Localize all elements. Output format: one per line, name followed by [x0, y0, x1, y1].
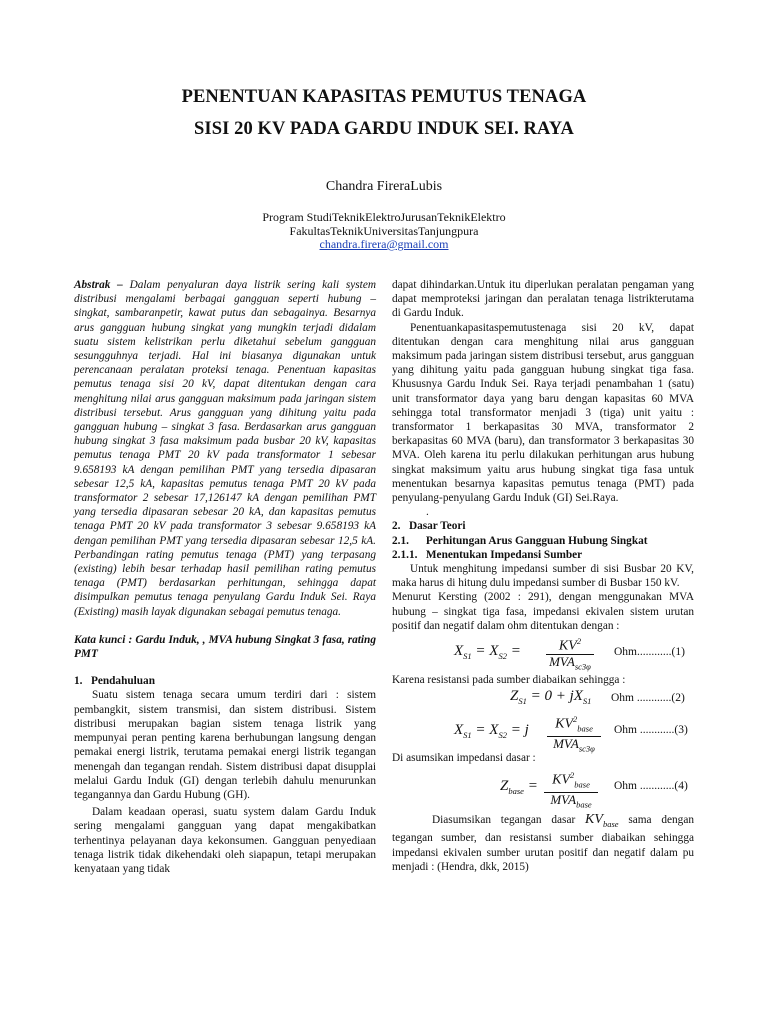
section-2-heading: 2. Dasar Teori: [392, 520, 466, 533]
equation-1-ref: Ohm............(1): [614, 646, 685, 659]
author-name: Chandra FireraLubis: [325, 179, 443, 194]
equation-3-ref: Ohm ............(3): [614, 724, 688, 737]
section-1-paragraph-2: Dalam keadaan operasi, suatu system dalam Gardu Induk sering mengalami gangguan yang dapat mengakibatkan terhentinya pelayanan daya kekonsumen. Gangguan penyediaan tenaga listrik tidak dikehendaki oleh siapapun, tetapi merupakan kenyataan yang tidak: [74, 806, 376, 875]
author-email-link[interactable]: chandra.firera@gmail.com: [319, 237, 449, 251]
section-1-paragraph-1: Suatu sistem tenaga secara umum terdiri dari : sistem pembangkit, sistem transmisi, dan sistem distribusi. Sistem distribusi merupakan bagian sistem tenaga listrik yang mempunyai peran penting karena berhubungan langsung dengan pemakai energi listrik, terutama pemakai energi listrik tegangan menengah dan tegangan rendah. Sistem distribusi dapat disupplai melalui Gardu Induk (GI) dengan terlebih dahulu menurunkan tegangannya dan Gardu Hubung (GH).: [74, 689, 376, 801]
kv-base-symbol: $KV_{base}$: [585, 812, 619, 830]
text-after-equation-1: Karena resistansi pada sumber diabaikan sehingga :: [392, 674, 626, 687]
final-paragraph-part-a: Diasumsikan tegangan dasar: [432, 814, 576, 827]
section-2-1-1-heading: 2.1.1. Menentukan Impedansi Sumber: [392, 548, 583, 561]
affiliation-line2: FakultasTeknikUniversitasTanjungpura: [289, 223, 479, 238]
section-2-1-1-paragraph-2: Menurut Kersting (2002 : 291), dengan menggunakan MVA hubung – singkat tiga fasa, impedansi ekivalen sistem urutan positif dan negatif dalam ohm ditentukan dengan :: [392, 591, 694, 632]
keywords: Kata kunci : Gardu Induk, , MVA hubung Singkat 3 fasa, rating PMT: [74, 633, 376, 661]
affiliation-line1: Program StudiTeknikElektroJurusanTeknikElektro: [262, 210, 506, 224]
abstract-label: Abstrak –: [74, 279, 123, 291]
equation-2-ref: Ohm ............(2): [611, 692, 685, 705]
section-2-1-heading: 2.1. Perhitungan Arus Gangguan Hubung Singkat: [392, 534, 648, 547]
right-paragraph-1: dapat dihindarkan.Untuk itu diperlukan peralatan pengaman yang dapat memproteksi jaringan dan peralatan tenaga listrikterutama di Gardu Induk.: [392, 279, 694, 320]
equation-4: $Z_{base}$ = $KV^2_{base}$ $MVA_{base}$ Ohm ............(4): [500, 770, 688, 810]
final-paragraph-part-c: tegangan sumber, dan resistansi sumber diabaikan sehingga impedansi ekivalen sumber urutan positif dan negatif dalam pu menjadi : (Hendra, dkk, 2015): [392, 832, 694, 873]
section-2-1-1-paragraph-1: Untuk menghitung impedansi sumber di sisi Busbar 20 KV, maka harus di hitung dulu impedansi sumber di Busbar 150 kV.: [392, 563, 694, 590]
right-paragraph-2: Penentuankapasitaspemutustenaga sisi 20 kV, dapat ditentukan dengan cara menghitung nilai arus gangguan maksimum pada jaringan sistem distribusi tersebut, arus gangguan yang dihitung yaitu pada gangguan hubung singkat tiga fasa. Khususnya Gardu Induk Sei. Raya terjadi penambahan 1 (satu) unit transformator daya yang baru dengan kapasitas 60 MVA sehingga total transformator menjadi 3 (tiga) unit yaitu : transformator 1 berkapasitas 30 MVA, transformator 2 berkapasitas 60 MVA (baru), dan transformator 3 berkapasitas 30 MVA. Oleh karena itu perlu dilakukan perhitungan arus hubung singkat maksimum yaitu arus hubung singkat tiga fasa untuk menentukan besarnya kapasitas pemutus tenaga (PMT) pada penyulang-penyulang Gardu Induk (GI) Sei.Raya.: [392, 321, 694, 505]
stray-dot: .: [426, 506, 429, 519]
abstract-text: Dalam penyaluran daya listrik sering kali system distribusi mengalami berbagai gangguan seperti hubung – singkat, sambaranpetir, kawat putus dan sebagainya. Besarnya arus gangguan hubung singkat yang mungkin terjadi didalam suatu sistem kelistrikan perlu diketahui sebelum gangguan sesungguhnya terjadi. Hal ini biasanya digunakan untuk perencanaan peralatan proteksi tenaga. Penentuan kapasitas pemutus tenaga sisi 20 kV, dapat ditentukan dengan cara menghitung nilai arus gangguan maksimum pada jaringan sistem distribusi tersebut. Arus gangguan yang dihitung yaitu pada gangguan hubung – singkat 3 fasa. Berdasarkan arus gangguan hubung singkat 3 fasa maksimum pada busbar 20 kV, kapasitas pemutus tenaga PMT 20 kV pada transformator 1 sebesar 9.658193 kA dengan pemilihan PMT yang tersedia dipasaran sebesar 12,5 kA, kapasitas pemutus tenaga PMT 20 kV pada transformator 2 sebesar 17,126147 kA dengan pemilihan PMT yang tersedia dipasaran sebesar 20 kA, dan kapasitas pemutus tenaga PMT 20 kV pada transformator 3 sebesar 9.658193 kA dengan pemilihan PMT yang tersedia dipasaran sebesar 12,5 kA. Perbandingan rating pemutus tenaga (PMT) yang terpasang (existing) lebih besar terhadap hasil pemilihan rating pemutus tenaga (PMT) berdasarkan perhitungan, sehingga dapat disimpulkan pemutus tenaga penyulang Gardu Induk Sei. Raya (Existing) masih layak digunakan sebagai pemutus tenaga.: [74, 279, 376, 618]
final-paragraph-part-b: sama dengan: [628, 814, 694, 827]
abstract: [74, 278, 376, 619]
paper-title-line1: PENENTUAN KAPASITAS PEMUTUS TENAGA: [181, 87, 587, 107]
equation-4-ref: Ohm ............(4): [614, 780, 688, 793]
left-column: [74, 278, 376, 876]
equation-1: $X_{S1} = X_{S2}$ = $KV^2$ $MVA_{sc3\varphi}$ Ohm............(1): [454, 636, 685, 672]
section-1-heading: 1. Pendahuluan: [74, 675, 155, 688]
right-column: [392, 278, 694, 874]
affiliation: [0, 211, 768, 252]
text-after-equation-3: Di asumsikan impedansi dasar :: [392, 752, 536, 765]
final-paragraph: [392, 813, 694, 874]
paper-title-line2: SISI 20 KV PADA GARDU INDUK SEI. RAYA: [194, 119, 574, 139]
equation-2: $Z_{S1} = 0 + jX_{S1}$ Ohm ............(2): [510, 688, 685, 707]
equation-3: $X_{S1} = X_{S2} = j$ $KV^2_{base}$ $MVA_{sc3\varphi}$ Ohm ............(3): [454, 714, 688, 754]
